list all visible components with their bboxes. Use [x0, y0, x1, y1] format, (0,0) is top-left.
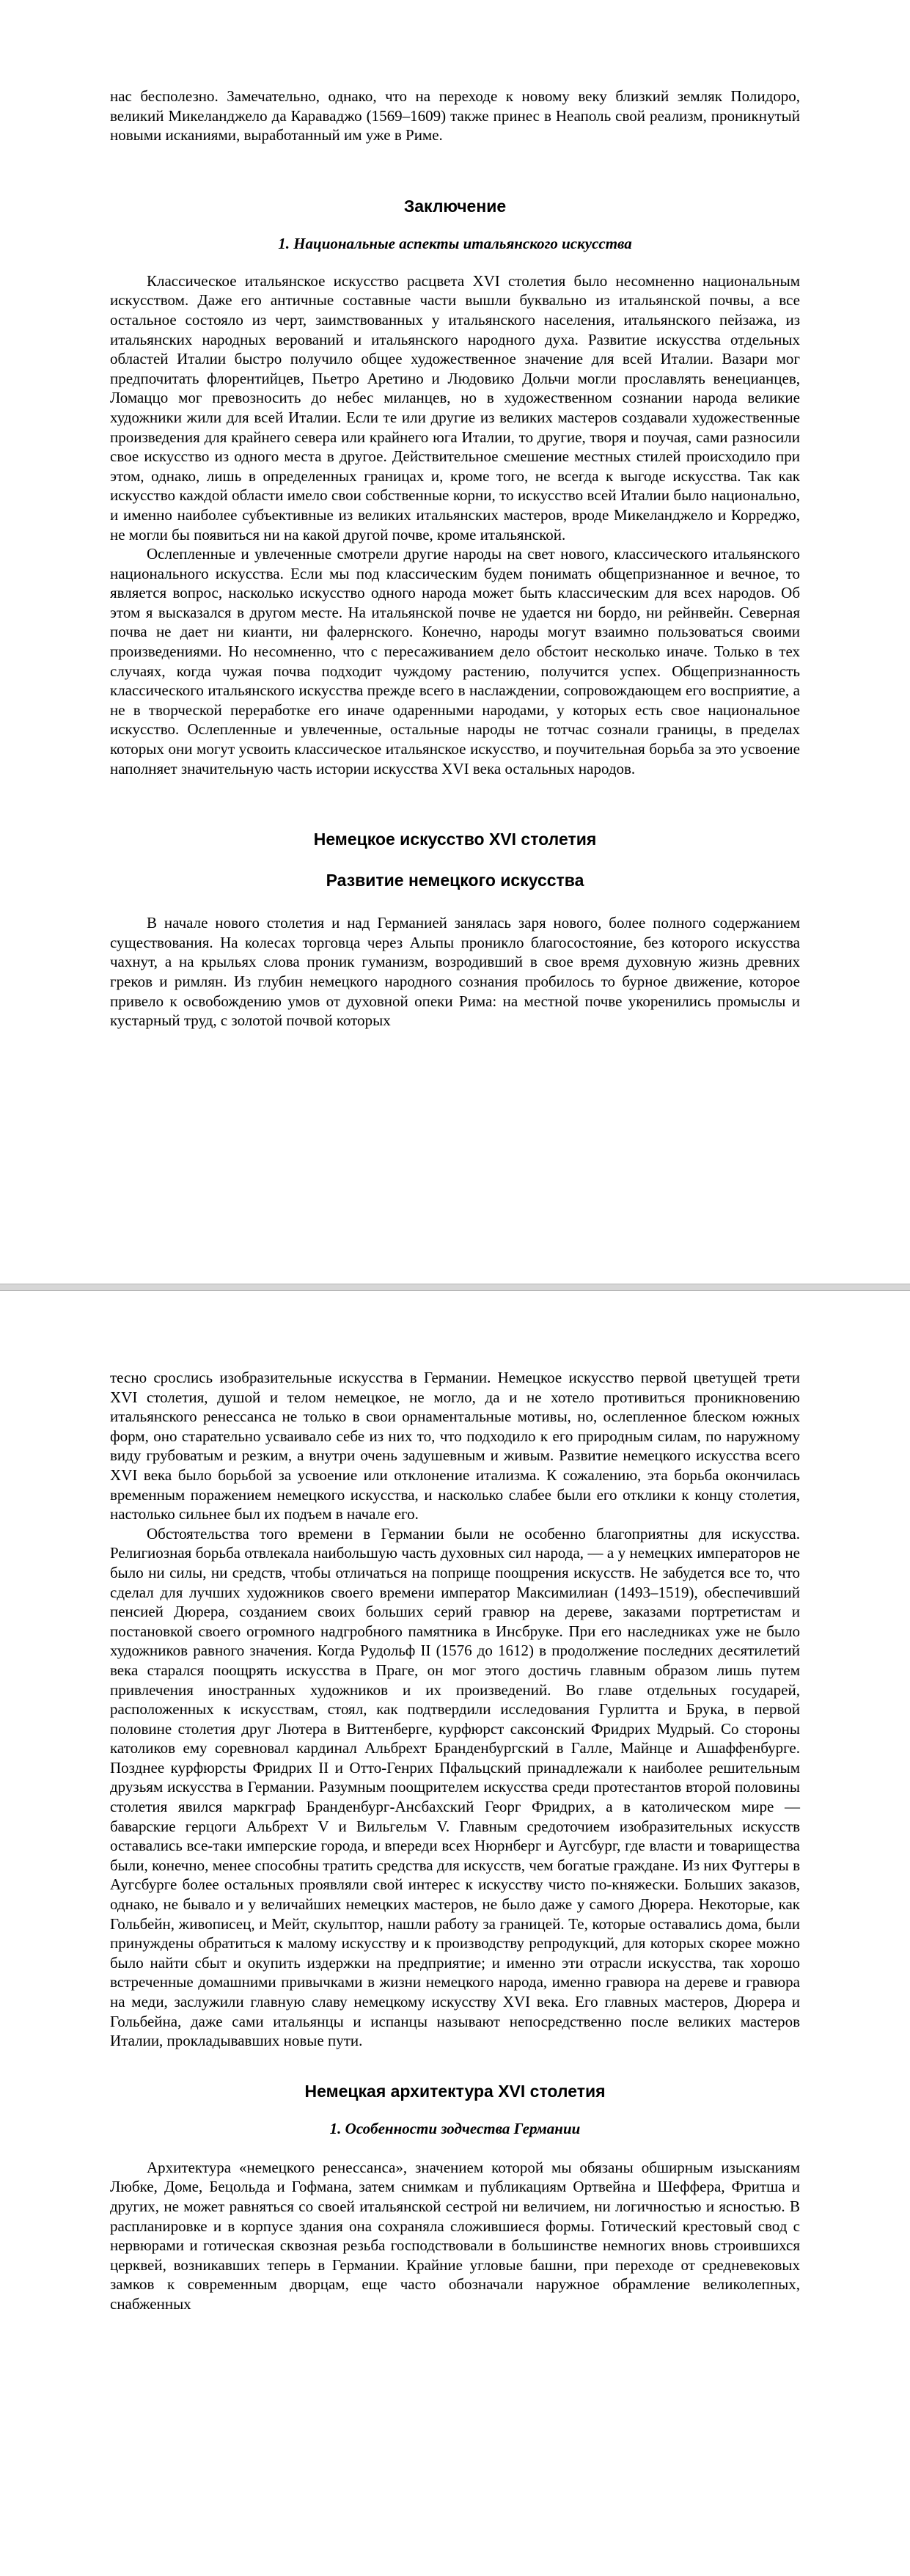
- section-heading-development: Развитие немецкого искусства: [326, 871, 584, 890]
- subsection-heading-features: 1. Особенности зодчества Германии: [329, 2119, 581, 2137]
- section-heading-german-art: Немецкое искусство XVI столетия: [313, 830, 597, 849]
- document-page-2: [0, 1291, 910, 2576]
- subsection-heading-national-aspects: 1. Национальные аспекты итальянского искусства: [278, 234, 632, 252]
- document-page-1: [0, 0, 910, 1284]
- paragraph-continued: тесно срослись изобразительные искусства в Германии. Немецкое искусство первой цветущей трети XVI столетия, душой и телом немецкое, не могло, да и не хотело противиться проникновению итальянского ренессанса не только в свои орнаментальные мотивы, но, ослепленное блеском южных форм, оно старательно усваивало себе из них то, что подходило к его природным силам, по наружному виду грубоватым и резким, а внутри очень задушевным и живым. Развитие немецкого искусства всего XVI века было борьбой за усвоение или отклонение итализма. К сожалению, эта борьба окончилась временным поражением немецкого искусства, и насколько слабее были его отклики к концу столетия, настолько сильнее был их подъем в начале его.: [110, 1369, 800, 1523]
- section-heading-architecture: Немецкая архитектура XVI столетия: [304, 2081, 606, 2101]
- paragraph-architecture: Архитектура «немецкого ренессанса», значением которой мы обязаны обширным изысканиям Любке, Доме, Бецольда и Гофмана, затем снимкам и публикациям Ортвейна и Шеффера, Фритша и других, не может равняться со своей итальянской сестрой ни величием, ни логичностью и ясностью. В распланировке и в корпусе здания она сохраняла сложившиеся формы. Готический крестовый свод с нервюрами и готическая сквозная резьба господствовали в большинстве немногих вновь строившихся церквей, возникавших теперь в Германии. Крайние угловые башни, при переходе от средневековых замков к современным дворцам, еще часто обозначали наружное обрамление великолепных, снабженных: [110, 2158, 800, 2313]
- paragraph-dazzled-nations: Ослепленные и увлеченные смотрели другие народы на свет нового, классического итальянского национального искусства. Если мы под классическим будем понимать общепризнанное и вечное, то является вопрос, насколько искусство одного народа может быть классическим для всех народов. Об этом я высказался в другом месте. На итальянской почве не удается ни бордо, ни рейнвейн. Северная почва не дает ни кианти, ни фалернского. Конечно, народы могут взаимно пользоваться своими произведениями. Но несомненно, что с пересаживанием дело обстоит несколько иначе. Только в тех случаях, когда чужая почва подходит чуждому растению, получится успех. Общепризнанность классического итальянского искусства прежде всего в наслаждении, сопровождающем его восприятие, а не в творческой переработке его иначе одаренными народами, у которых есть свое национальное искусство. Ослепленные и увлеченные, остальные народы не тотчас сознали границы, в пределах которых они могут усвоить классическое итальянское искусство, и поучительная борьба за это усвоение наполняет значительную часть истории искусства XVI века остальных народов.: [110, 545, 800, 777]
- paragraph-circumstances: Обстоятельства того времени в Германии были не особенно благоприятны для искусства. Религиозная борьба отвлекала наибольшую часть духовных сил народа, — а у немецких императоров не было ни силы, ни средств, чтобы отличаться на поприще поощрения искусств. Не забудется все то, что сделал для лучших художников своего времени император Максимилиан (1493–1519), обеспечивший пенсией Дюрера, созданием своих больших серий гравюр на дереве, заказами портретистам и постановкой своего огромного надгробного памятника в Инсбруке. При его наследниках уже не было художников равного значения. Когда Рудольф II (1576 до 1612) в продолжение последних десятилетий века старался поощрять искусства в Праге, он мог этого достичь главным образом лишь путем привлечения иностранных художников и их произведений. Во главе отдельных государей, расположенных к искусствам, стоял, как подтвердили исследования Гурлитта и Брука, в первой половине столетия друг Лютера в Виттенберге, курфюрст саксонский Фридрих Мудрый. Со стороны католиков ему соревновал кардинал Альбрехт Бранденбургский в Галле, Майнце и Ашаффенбурге. Позднее курфюрсты Фридрих II и Отто-Генрих Пфальцский принадлежали к наиболее решительным друзьям искусства в Германии. Разумным поощрителем искусства среди протестантов второй половины столетия явился маркграф Бранденбург-Ансбахский Георг Фридрих, а в католическом мире — баварские герцоги Альбрехт V и Вильгельм V. Главным средоточием изобразительных искусств оставались все-таки имперские города, и впереди всех Нюрнберг и Аугсбург, где власти и товарищества были, конечно, менее способны тратить средства для искусств, чем богатые граждане. Из них Фуггеры в Аугсбурге более остальных проявляли свой интерес к искусству чисто по-княжески. Больших заказов, однако, не бывало и у величайших немецких мастеров, не было даже у самого Дюрера. Некоторые, как Гольбейн, живописец, и Мейт, скульптор, нашли работу за границей. Те, которые оставались дома, были принуждены обратиться к малому искусству и к производству репродукций, для которых скорее можно было найти сбыт и окупить издержки на предприятие; и именно эти отрасли искусства, так хорошо встреченные домашними привычками в жизни немецкого народа, именно гравюра на дереве и гравюра на меди, заслужили главную славу немецкому искусству XVI века. Его главных мастеров, Дюрера и Гольбейна, даже сами итальянцы и испанцы называют непосредственно после великих мастеров Италии, прокладывавших новые пути.: [110, 1524, 800, 2050]
- page-separator: [0, 1284, 910, 1291]
- paragraph-new-century: В начале нового столетия и над Германией занялась заря нового, более полного содержанием существования. На колесах торговца через Альпы проникло благосостояние, без которого искусства чахнут, а на крыльях слова проник гуманизм, возродивший в свое время духовную жизнь древних греков и римлян. Из глубин немецкого народного сознания пробилось то бурное движение, которое привело к освобождению умов от духовной опеки Рима: на местной почве укоренились промыслы и кустарный труд, с золотой почвой которых: [110, 914, 800, 1030]
- paragraph-classic-art: Классическое итальянское искусство расцвета XVI столетия было несомненно национальным искусством. Даже его античные составные части вышли буквально из итальянской почвы, а все остальное состояло из черт, заимствованных у итальянского населения, итальянского пейзажа, из итальянских народных верований и итальянского народного духа. Развитие искусства отдельных областей Италии быстро получило общее художественное значение для всей Италии. Вазари мог предпочитать флорентийцев, Пьетро Аретино и Людовико Дольчи могли прославлять венецианцев, Ломаццо мог превозносить до небес миланцев, но в художественном сознании народа великие художники жили для всей Италии. Если те или другие из великих мастеров создавали художественные произведения для крайнего севера или крайнего юга Италии, то другие, творя и поучая, сами разносили свое искусство из одного места в другое. Действительное смешение местных стилей происходило при этом, однако, лишь в определенных границах и, кроме того, не всегда к выгоде искусства. Так как искусство каждой области имело свои собственные корни, то искусство всей Италии было национально, и именно наиболее субъективные из великих итальянских мастеров, вроде Микеланджело и Корреджо, не могли бы появиться ни на какой другой почве, кроме итальянской.: [110, 271, 800, 544]
- section-heading-conclusion: Заключение: [403, 196, 507, 216]
- intro-paragraph: нас бесполезно. Замечательно, однако, что на переходе к новому веку близкий земляк Полидоро, великий Микеланджело да Караваджо (1569–1609) также принес в Неаполь свой реализм, проникнутый новыми исканиями, выработанный им уже в Риме.: [110, 87, 800, 144]
